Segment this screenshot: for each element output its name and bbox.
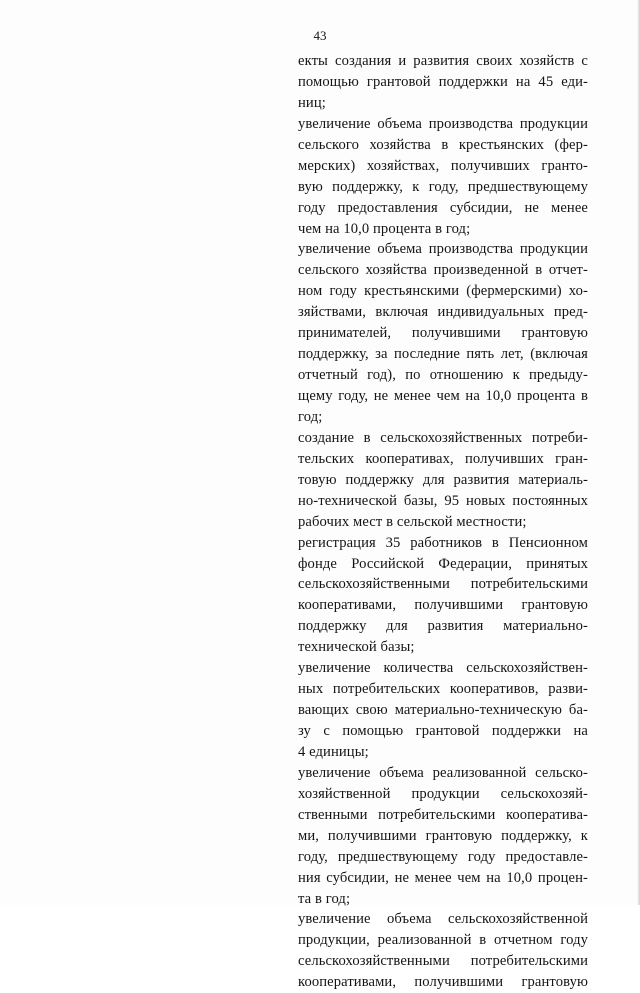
text-line: товую поддержку для развития материаль- bbox=[298, 471, 588, 488]
text-line: кооперативами, получившими грантовую bbox=[298, 597, 588, 614]
text-line: увеличение количества сельскохозяйствен- bbox=[298, 660, 588, 677]
document-body-text bbox=[298, 51, 588, 993]
text-line: ном году крестьянскими (фермерскими) хо- bbox=[298, 283, 588, 300]
text-line: поддержку, за последние пять лет, (включая bbox=[298, 346, 588, 363]
text-line: году предоставления субсидии, не менее bbox=[298, 199, 588, 216]
text-line: сельского хозяйства в крестьянских (фер- bbox=[298, 136, 588, 153]
text-line: продукции, реализованной в отчетном году bbox=[298, 932, 588, 949]
text-line: щему году, не менее чем на 10,0 процента в bbox=[298, 388, 588, 404]
text-line: мерских) хозяйствах, получивших гранто- bbox=[298, 157, 588, 174]
text-line: сельского хозяйства произведенной в отчет- bbox=[298, 262, 588, 279]
text-line: 4 единицы; bbox=[298, 743, 369, 760]
text-line: тельских кооперативах, получивших гран- bbox=[298, 450, 588, 467]
text-line: принимателей, получившими грантовую bbox=[298, 325, 588, 342]
text-line: ния субсидии, не менее чем на 10,0 процен- bbox=[298, 869, 588, 886]
text-line: поддержку для развития материально- bbox=[298, 618, 588, 635]
text-line: ственными потребительскими кооператива- bbox=[298, 806, 588, 823]
text-line: отчетный год), по отношению к предыду- bbox=[298, 367, 588, 384]
text-line: кооперативами, получившими грантовую bbox=[298, 974, 588, 991]
text-line: рабочих мест в сельской местности; bbox=[298, 513, 527, 530]
text-line: вую поддержку, к году, предшествующему bbox=[298, 178, 588, 195]
text-line: сельскохозяйственными потребительскими bbox=[298, 953, 588, 970]
text-line: увеличение объема производства продукции bbox=[298, 241, 588, 258]
text-line: год; bbox=[298, 408, 323, 425]
text-line: регистрация 35 работников в Пенсионном bbox=[298, 534, 588, 551]
text-line: екты создания и развития своих хозяйств с bbox=[298, 53, 588, 69]
text-line: вающих свою материально-техническую ба- bbox=[298, 702, 588, 719]
text-line: увеличение объема производства продукции bbox=[298, 115, 588, 132]
text-line: создание в сельскохозяйственных потреби- bbox=[298, 429, 588, 446]
text-line: технической базы; bbox=[298, 639, 415, 656]
text-line: увеличение объема реализованной сельско- bbox=[298, 764, 588, 781]
text-line: но-технической базы, 95 новых постоянных bbox=[298, 492, 588, 509]
text-line: сельскохозяйственными потребительскими bbox=[298, 576, 588, 593]
text-line: та в год; bbox=[298, 890, 351, 907]
text-line: помощью грантовой поддержки на 45 еди- bbox=[298, 73, 588, 90]
text-line: чем на 10,0 процента в год; bbox=[298, 220, 471, 237]
text-line: зяйствами, включая индивидуальных пред- bbox=[298, 304, 588, 321]
text-line: фонде Российской Федерации, принятых bbox=[298, 555, 588, 572]
text-line: ных потребительских кооперативов, разви- bbox=[298, 681, 588, 698]
text-line: году, предшествующему году предоставле- bbox=[298, 848, 588, 865]
text-line: ми, получившими грантовую поддержку, к bbox=[298, 827, 588, 844]
text-line: хозяйственной продукции сельскохозяй- bbox=[298, 785, 588, 802]
text-line: увеличение объема сельскохозяйственной bbox=[298, 911, 588, 928]
text-line: ниц; bbox=[298, 94, 326, 111]
text-line: зу с помощью грантовой поддержки на bbox=[298, 723, 588, 739]
page-number: 43 bbox=[313, 28, 327, 43]
